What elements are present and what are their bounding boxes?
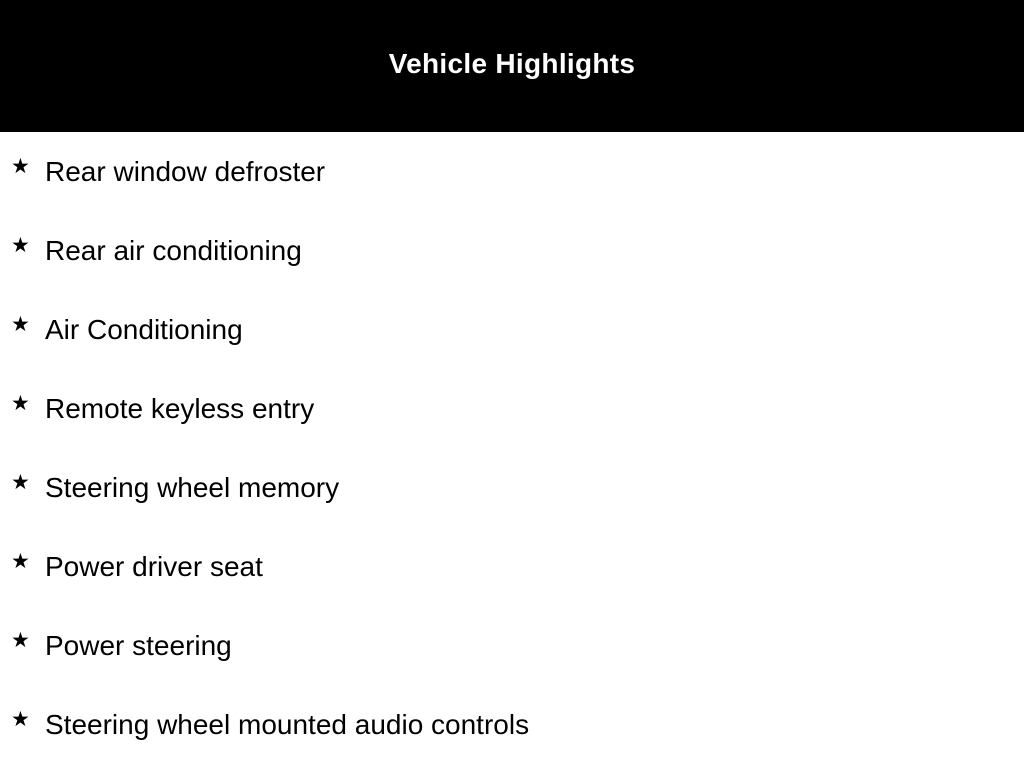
star-icon: ★ xyxy=(11,707,30,731)
star-icon: ★ xyxy=(11,549,30,573)
highlights-list xyxy=(0,156,1024,768)
highlight-label: Power steering xyxy=(45,630,232,661)
highlight-label: Air Conditioning xyxy=(45,314,243,345)
page-title: Vehicle Highlights xyxy=(388,48,636,79)
list-item xyxy=(0,472,1024,551)
highlight-label: Steering wheel mounted audio controls xyxy=(45,709,530,740)
highlight-label: Remote keyless entry xyxy=(45,393,315,424)
highlight-label: Rear window defroster xyxy=(45,156,326,187)
list-item xyxy=(0,551,1024,630)
star-icon: ★ xyxy=(11,312,30,336)
highlight-label: Steering wheel memory xyxy=(45,472,340,503)
list-item xyxy=(0,235,1024,314)
highlight-label: Power driver seat xyxy=(45,551,263,582)
list-item xyxy=(0,314,1024,393)
header-banner xyxy=(0,0,1024,132)
star-icon: ★ xyxy=(11,233,30,257)
highlight-label: Rear air conditioning xyxy=(45,235,302,266)
list-item xyxy=(0,156,1024,235)
star-icon: ★ xyxy=(11,470,30,494)
list-item xyxy=(0,630,1024,709)
star-icon: ★ xyxy=(11,154,30,178)
list-item xyxy=(0,393,1024,472)
star-icon: ★ xyxy=(11,391,30,415)
star-icon: ★ xyxy=(11,628,30,652)
list-item xyxy=(0,709,1024,768)
